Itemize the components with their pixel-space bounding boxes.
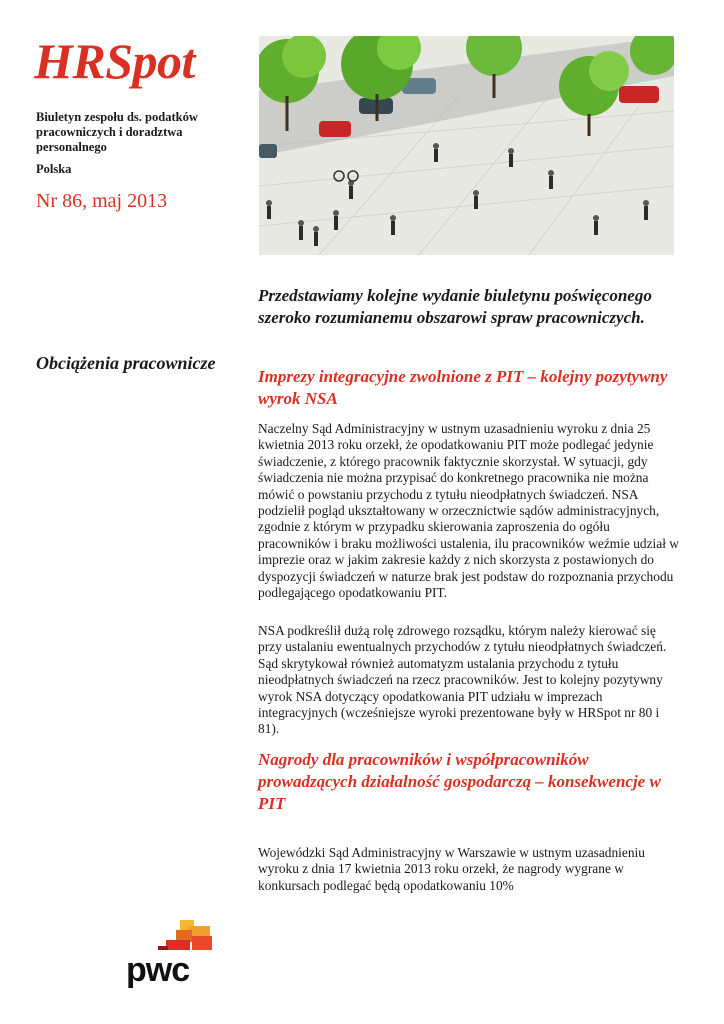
article-heading: Imprezy integracyjne zwolnione z PIT – kolejny pozytywny wyrok NSA (258, 367, 668, 408)
issue-number: Nr 86, maj 2013 (36, 190, 168, 212)
article-paragraph: NSA podkreślił dużą rolę zdrowego rozsądku, którym należy kierować się przy ustalaniu ewentualnych przychodów z tytułu nieodpłatnych świadczeń. Sąd skrytykował również automatyzm ustalania przychodu z tytułu nieodpłatnych świadczeń na rzecz pracowników. Jest to kolejny pozytywny wyrok NSA dotyczący opodatkowania PIT udziału w imprezach integracyjnych (wcześniejsze wyroki prezentowane były w HRSpot nr 80 i 81). (258, 623, 667, 737)
article-paragraph: Wojewódzki Sąd Administracyjny w Warszawie w ustnym uzasadnieniu wyroku z dnia 17 kwietnia 2013 roku orzekł, że nagrody wygrane w konkursach podlegać będą opodatkowaniu 10% (258, 845, 645, 893)
article-heading: Nagrody dla pracowników i współpracowników prowadzących działalność gospodarczą – konsekwencje w PIT (258, 750, 661, 813)
intro-text: Przedstawiamy kolejne wydanie biuletynu poświęconego szeroko rozumianemu obszarowi spraw pracowniczych. (258, 286, 652, 327)
brand-title: HRSpot (34, 33, 195, 89)
hero-photo (259, 36, 674, 255)
country-label: Polska (36, 162, 72, 176)
newsletter-subtitle: Biuletyn zespołu ds. podatków pracowniczych i doradztwa personalnego (36, 110, 198, 154)
article-paragraph: Naczelny Sąd Administracyjny w ustnym uzasadnieniu wyroku z dnia 25 kwietnia 2013 roku orzekł, że opodatkowaniu PIT może podlegać jedynie świadczenie, z którego pracownik faktycznie skorzystał. W sytuacji, gdy świadczenia nie można przypisać do konkretnego pracownika nie można mówić o powstaniu przychodu z tytułu nieodpłatnych świadczeń. NSA podzielił pogląd ukształtowany w orzecznictwie sądów administracyjnych, zgodnie z którym w przypadku skierowania zaproszenia do ogółu pracowników i braku możliwości ustalenia, ilu pracowników weźmie udział w imprezie oraz w jakim zakresie każdy z nich skorzysta z postawionych do dyspozycji świadczeń w naturze brak jest podstaw do rozpoznania przychodu podlegającego opodatkowaniu PIT. (258, 421, 679, 601)
section-title: Obciążenia pracownicze (36, 353, 216, 373)
pwc-logo-text: pwc (126, 951, 190, 989)
